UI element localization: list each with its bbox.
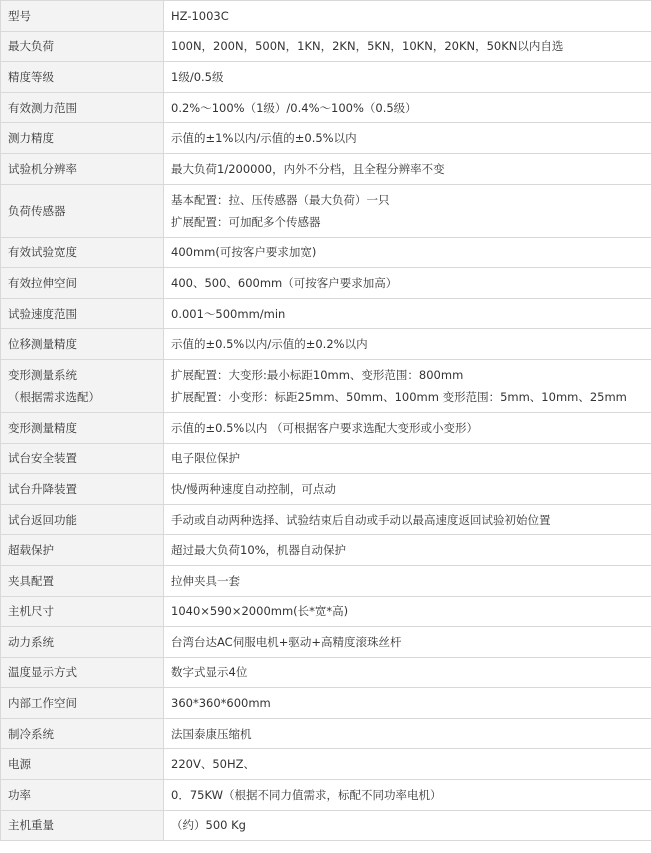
spec-value: 360*360*600mm xyxy=(164,688,651,719)
spec-label: 主机尺寸 xyxy=(1,596,164,627)
spec-value: 0．75KW（根据不同力值需求，标配不同功率电机） xyxy=(164,780,651,811)
spec-row xyxy=(1,443,651,474)
spec-row xyxy=(1,123,651,154)
spec-value-line: 基本配置：拉、压传感器（最大负荷）一只 xyxy=(171,192,390,207)
spec-row xyxy=(1,268,651,299)
spec-label xyxy=(1,359,164,412)
spec-value: 0.2%～100%（1级）/0.4%～100%（0.5级） xyxy=(164,92,651,123)
spec-row xyxy=(1,1,651,32)
spec-row xyxy=(1,62,651,93)
spec-label: 温度显示方式 xyxy=(1,657,164,688)
spec-label: 精度等级 xyxy=(1,62,164,93)
spec-label: 电源 xyxy=(1,749,164,780)
spec-value: 超过最大负荷10%，机器自动保护 xyxy=(164,535,651,566)
spec-label: 夹具配置 xyxy=(1,565,164,596)
spec-row xyxy=(1,298,651,329)
spec-row xyxy=(1,504,651,535)
spec-value: HZ-1003C xyxy=(164,1,651,32)
spec-label: 变形测量精度 xyxy=(1,412,164,443)
spec-row xyxy=(1,718,651,749)
spec-label: 型号 xyxy=(1,1,164,32)
spec-row xyxy=(1,237,651,268)
spec-row xyxy=(1,412,651,443)
spec-label: 试验速度范围 xyxy=(1,298,164,329)
spec-label-line: （根据需求选配） xyxy=(8,389,100,404)
spec-value: 示值的±1%以内/示值的±0.5%以内 xyxy=(164,123,651,154)
spec-table-body xyxy=(1,1,651,841)
spec-value: （约）500 Kg xyxy=(164,810,651,841)
spec-value: 1级/0.5级 xyxy=(164,62,651,93)
spec-row xyxy=(1,92,651,123)
spec-label: 最大负荷 xyxy=(1,31,164,62)
spec-label: 主机重量 xyxy=(1,810,164,841)
spec-label: 位移测量精度 xyxy=(1,329,164,360)
spec-row xyxy=(1,535,651,566)
spec-value: 电子限位保护 xyxy=(164,443,651,474)
spec-label: 有效测力范围 xyxy=(1,92,164,123)
spec-value: 400、500、600mm（可按客户要求加高） xyxy=(164,268,651,299)
spec-value-line: 扩展配置：可加配多个传感器 xyxy=(171,214,321,229)
spec-value: 最大负荷1/200000，内外不分档，且全程分辨率不变 xyxy=(164,153,651,184)
spec-row xyxy=(1,31,651,62)
spec-value: 快/慢两种速度自动控制，可点动 xyxy=(164,474,651,505)
spec-value: 100N，200N，500N，1KN，2KN，5KN，10KN，20KN，50KN以内自选 xyxy=(164,31,651,62)
spec-row xyxy=(1,688,651,719)
spec-value: 400mm(可按客户要求加宽) xyxy=(164,237,651,268)
spec-row xyxy=(1,329,651,360)
spec-label: 超载保护 xyxy=(1,535,164,566)
spec-row xyxy=(1,596,651,627)
spec-row xyxy=(1,810,651,841)
spec-label-line: 变形测量系统 xyxy=(8,367,77,382)
spec-row xyxy=(1,657,651,688)
spec-value: 示值的±0.5%以内/示值的±0.2%以内 xyxy=(164,329,651,360)
spec-row xyxy=(1,359,651,412)
spec-row xyxy=(1,565,651,596)
spec-label: 试验机分辨率 xyxy=(1,153,164,184)
spec-label: 试台返回功能 xyxy=(1,504,164,535)
spec-label: 功率 xyxy=(1,780,164,811)
spec-value xyxy=(164,184,651,237)
spec-row xyxy=(1,749,651,780)
spec-value: 法国泰康压缩机 xyxy=(164,718,651,749)
spec-label: 内部工作空间 xyxy=(1,688,164,719)
spec-row xyxy=(1,184,651,237)
spec-value: 拉伸夹具一套 xyxy=(164,565,651,596)
spec-label: 制冷系统 xyxy=(1,718,164,749)
spec-label: 测力精度 xyxy=(1,123,164,154)
spec-value: 数字式显示4位 xyxy=(164,657,651,688)
spec-value-line: 扩展配置：大变形:最小标距10mm、变形范围：800mm xyxy=(171,367,464,382)
spec-label: 有效拉伸空间 xyxy=(1,268,164,299)
spec-value: 手动或自动两种选择、试验结束后自动或手动以最高速度返回试验初始位置 xyxy=(164,504,651,535)
spec-label: 有效试验宽度 xyxy=(1,237,164,268)
spec-value: 示值的±0.5%以内 （可根据客户要求选配大变形或小变形） xyxy=(164,412,651,443)
spec-label: 试台升降装置 xyxy=(1,474,164,505)
spec-value xyxy=(164,359,651,412)
spec-value: 台湾台达AC伺服电机+驱动+高精度滚珠丝杆 xyxy=(164,627,651,658)
spec-row xyxy=(1,153,651,184)
spec-row xyxy=(1,627,651,658)
spec-value: 0.001～500mm/min xyxy=(164,298,651,329)
spec-value: 1040×590×2000mm(长*宽*高) xyxy=(164,596,651,627)
spec-label: 动力系统 xyxy=(1,627,164,658)
spec-row xyxy=(1,474,651,505)
spec-row xyxy=(1,780,651,811)
spec-label: 试台安全装置 xyxy=(1,443,164,474)
spec-value-line: 扩展配置：小变形：标距25mm、50mm、100mm 变形范围：5mm、10mm、25mm xyxy=(171,389,627,404)
spec-value: 220V、50HZ、 xyxy=(164,749,651,780)
spec-label: 负荷传感器 xyxy=(1,184,164,237)
